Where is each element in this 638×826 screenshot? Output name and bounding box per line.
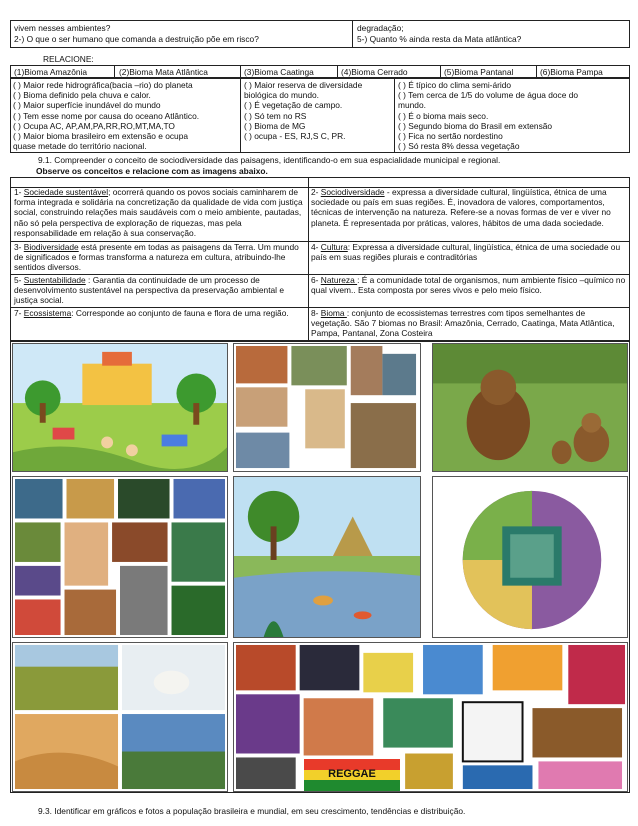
match-item: ( ) É o bioma mais seco. bbox=[398, 110, 489, 121]
biome-1: (1)Bioma Amazônia bbox=[14, 67, 88, 77]
match-item: ( ) Ocupa AC, AP,AM,PA,RR,RO,MT,MA,TO bbox=[13, 120, 175, 131]
concept-text: : Expressa a diversidade cultural, lingüística, étnica de uma sociedade ou país em suas regiões plurais e contraditórias bbox=[311, 242, 621, 263]
nature-illustration bbox=[233, 476, 421, 638]
concept-8 bbox=[311, 308, 627, 339]
concept-num: 5- bbox=[14, 275, 24, 285]
question-4-tail: degradação; bbox=[357, 23, 404, 33]
match-item: mundo. bbox=[398, 100, 426, 111]
reggae-label: REGGAE bbox=[328, 768, 376, 780]
objective-9-1: 9.1. Compreender o conceito de sociodiversidade das paisagens, identificando-o em sua espacialidade municipal e regional. bbox=[38, 155, 501, 165]
sustainable-society-illustration bbox=[12, 343, 228, 472]
concept-6 bbox=[311, 275, 627, 295]
concept-text: : Garantia da continuidade de um processo de desenvolvimento sustentável na perspectiva da preservação ambiental e justiça social. bbox=[14, 275, 285, 306]
match-col-1 bbox=[13, 80, 199, 151]
match-item: ( ) É vegetação de campo. bbox=[244, 100, 343, 111]
culture-collage bbox=[233, 642, 628, 792]
match-item: ( ) Bioma definido pela chuva e calor. bbox=[13, 90, 151, 101]
concept-text: está presente em todas as paisagens da Terra. Um mundo de significados e formas transforma a natureza em cultura, atribuindo-lhe sentidos diversos. bbox=[14, 242, 299, 273]
biome-2: (2)Bioma Mata Atlântica bbox=[119, 67, 208, 77]
question-1-tail: vivem nesses ambientes? bbox=[14, 23, 111, 33]
instruction: Observe os conceitos e relacione com as imagens abaixo. bbox=[36, 166, 268, 176]
match-item: ( ) Maior superfície inundável do mundo bbox=[13, 100, 161, 111]
concept-text: : Corresponde ao conjunto de fauna e flora de uma região. bbox=[71, 308, 289, 318]
concept-num: 6- bbox=[311, 275, 321, 285]
concept-term: Sustentabilidade bbox=[23, 275, 86, 285]
match-item: ( ) ocupa - ES, RJ,S C, PR. bbox=[244, 131, 346, 142]
match-item: ( ) Tem esse nome por causa do oceano Atlântico. bbox=[13, 110, 200, 121]
concept-text: : É a comunidade total de organismos, num ambiente físico –químico no qual vivem.. Esta composta por seres vivos e pelo meio físico. bbox=[311, 275, 626, 296]
match-item: ( ) Maior reserva de diversidade bbox=[244, 80, 363, 90]
concept-num: 7- bbox=[14, 308, 24, 318]
concept-1 bbox=[14, 187, 305, 238]
biodiversity-collage bbox=[12, 476, 228, 638]
concept-7 bbox=[14, 308, 305, 318]
concept-4 bbox=[311, 242, 627, 262]
objective-9-3: 9.3. Identificar em gráficos e fotos a população brasileira e mundial, em seu crescimento, tendências e distribuição. bbox=[38, 806, 466, 816]
landscapes-collage bbox=[12, 642, 228, 792]
question-5: 5-) Quanto % ainda resta da Mata atlântica? bbox=[357, 34, 522, 44]
concept-num: 1- bbox=[14, 187, 24, 197]
concept-table bbox=[10, 177, 630, 341]
ecosystem-globe bbox=[432, 476, 628, 638]
concept-text: - expressa a diversidade cultural, lingüística, étnica de uma sociedade ou país em suas regiões. É, inovadora de valores, comportamentos, técnicas de intervenção na natureza. Refere-se a novas formas de ver e viver no planeta. É representada por práticas, valores, hábitos de uma dada sociedade. bbox=[311, 187, 611, 228]
relacione-heading: RELACIONE: bbox=[43, 54, 94, 64]
concept-term: Sociodiversidade bbox=[320, 187, 385, 197]
match-item: biológica do mundo. bbox=[244, 90, 319, 101]
biome-6: (6)Bioma Pampa bbox=[540, 67, 603, 77]
match-item: ( ) É típico do clima semi-árido bbox=[398, 80, 512, 90]
concept-num: 8- bbox=[311, 308, 321, 318]
match-item: ( ) Segundo bioma do Brasil em extensão bbox=[398, 120, 553, 131]
concept-2 bbox=[311, 187, 627, 228]
concept-5 bbox=[14, 275, 305, 306]
concept-num: 4- bbox=[311, 242, 321, 252]
match-col-3 bbox=[398, 80, 578, 151]
concept-term: Bioma bbox=[320, 308, 347, 318]
concept-term: Sociedade sustentável bbox=[23, 187, 109, 197]
concept-term: Biodiversidade bbox=[23, 242, 79, 252]
question-row bbox=[10, 20, 630, 48]
biome-4: (4)Bioma Cerrado bbox=[341, 67, 408, 77]
concept-text: ; ocorrerá quando os povos sociais caminharem de forma integrada e solidária na concretização da qualidade de vida com justiça social, construindo relações mais saudáveis com o meio ambiente, pautadas, não só pela perspectiva de exploração de riquezas, mas pela responsabilidade em relação à sua conservação. bbox=[14, 187, 303, 238]
reggae-badge bbox=[304, 759, 400, 791]
match-item: ( ) Só tem no RS bbox=[244, 110, 307, 121]
match-table bbox=[10, 78, 630, 153]
concept-term: Cultura bbox=[320, 242, 348, 252]
biome-3: (3)Bioma Caatinga bbox=[244, 67, 314, 77]
bears-photo bbox=[432, 343, 628, 472]
concept-num: 3- bbox=[14, 242, 24, 252]
match-item: ( ) Só resta 8% dessa vegetação bbox=[398, 141, 520, 152]
concept-term: Natureza bbox=[320, 275, 358, 285]
match-item: ( ) Maior bioma brasileiro em extensão e ocupa bbox=[13, 131, 189, 142]
match-item: ( ) Maior rede hidrográfica(bacia –rio) do planeta bbox=[13, 80, 193, 90]
match-item: ( ) Bioma de MG bbox=[244, 120, 306, 131]
concept-3 bbox=[14, 242, 305, 273]
match-item: quase metade do território nacional. bbox=[13, 141, 147, 152]
match-item: ( ) Fica no sertão nordestino bbox=[398, 131, 503, 142]
biome-5: (5)Bioma Pantanal bbox=[444, 67, 514, 77]
question-2: 2-) O que o ser humano que comanda a destruição põe em risco? bbox=[14, 34, 259, 44]
concept-num: 2- bbox=[311, 187, 321, 197]
concept-term: Ecossistema bbox=[23, 308, 72, 318]
concept-text: : conjunto de ecossistemas terrestres com tipos semelhantes de vegetação. São 7 biomas no Brasil: Amazônia, Cerrado, Caatinga, Mata Atlântica, Pampa, Pantanal, Zona Costeira bbox=[311, 308, 615, 339]
match-col-2 bbox=[244, 80, 362, 141]
people-collage-1 bbox=[233, 343, 421, 472]
match-item: ( ) Tem cerca de 1/5 do volume de água doce do bbox=[398, 90, 579, 101]
biome-header-row bbox=[10, 65, 630, 78]
